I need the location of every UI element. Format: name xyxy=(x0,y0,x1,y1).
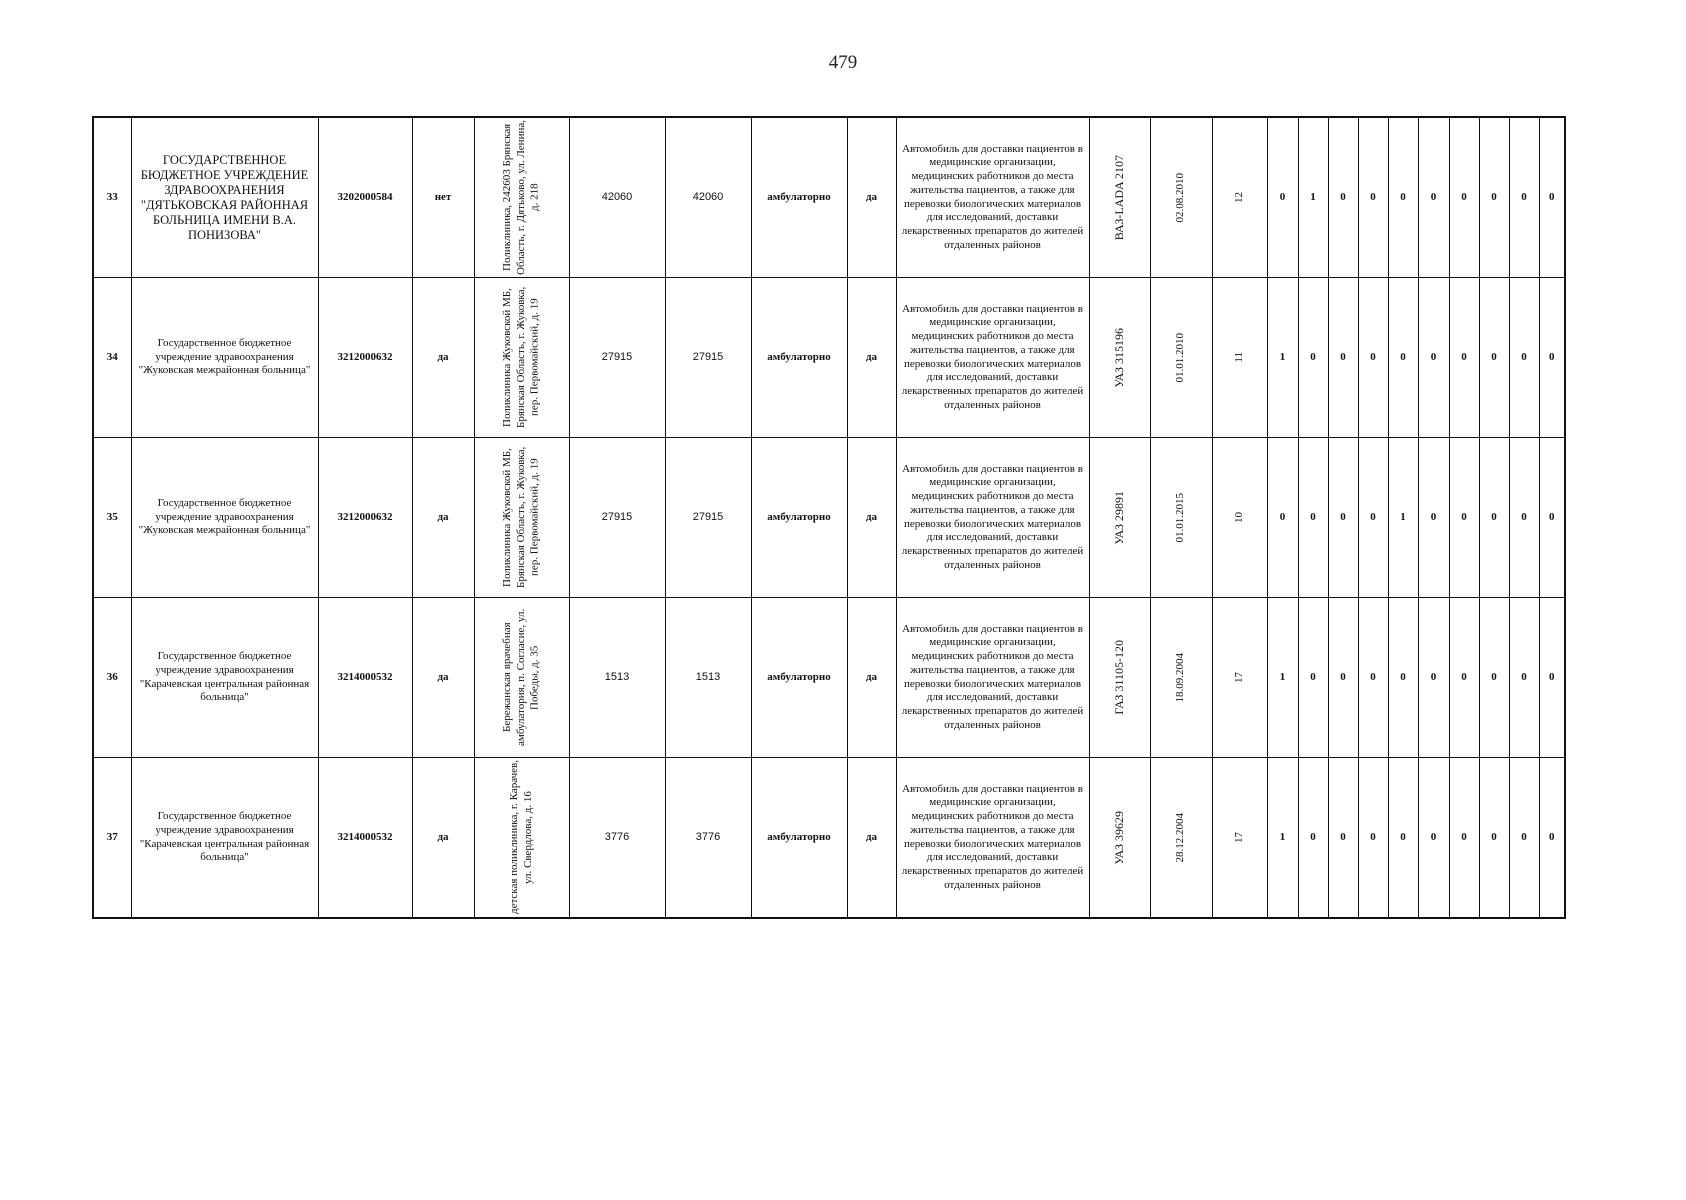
address-cell xyxy=(474,598,569,758)
indicator-cell: 1 xyxy=(1267,598,1298,758)
indicator-cell: 0 xyxy=(1328,117,1358,278)
indicator-cell: 0 xyxy=(1328,598,1358,758)
indicator-cell: 0 xyxy=(1328,758,1358,919)
table-row xyxy=(93,598,1565,758)
population-cell: 27915 xyxy=(569,438,665,598)
vehicle-model-cell xyxy=(1089,278,1150,438)
inn-cell: 3214000532 xyxy=(318,598,412,758)
yes-cell: да xyxy=(847,598,896,758)
vehicle-age-text: 10 xyxy=(1232,512,1245,523)
vehicle-age-cell xyxy=(1212,278,1267,438)
population-cell: 42060 xyxy=(569,117,665,278)
indicator-cell: 0 xyxy=(1539,438,1565,598)
table-row xyxy=(93,278,1565,438)
indicator-cell: 0 xyxy=(1509,278,1539,438)
indicator-cell: 0 xyxy=(1539,117,1565,278)
vehicle-model-cell xyxy=(1089,438,1150,598)
indicator-cell: 0 xyxy=(1298,278,1328,438)
indicator-cell: 0 xyxy=(1328,438,1358,598)
vehicle-model-cell xyxy=(1089,758,1150,919)
population-served-cell: 1513 xyxy=(665,598,751,758)
vehicle-registry-table xyxy=(92,116,1566,919)
indicator-cell: 0 xyxy=(1358,117,1388,278)
indicator-cell: 0 xyxy=(1449,598,1479,758)
indicator-cell: 0 xyxy=(1418,278,1449,438)
indicator-cell: 0 xyxy=(1298,438,1328,598)
vehicle-model-text: УАЗ 39629 xyxy=(1112,810,1126,865)
row-number: 34 xyxy=(93,278,131,438)
indicator-cell: 0 xyxy=(1418,117,1449,278)
vehicle-age-text: 17 xyxy=(1232,832,1245,843)
indicator-cell: 0 xyxy=(1388,598,1418,758)
indicator-cell: 0 xyxy=(1328,278,1358,438)
row-number: 33 xyxy=(93,117,131,278)
flag-cell: нет xyxy=(412,117,474,278)
inn-cell: 3212000632 xyxy=(318,438,412,598)
purpose-cell: Автомобиль для доставки пациентов в медицинские организации, медицинских работников до места жительства пациентов, а также для перевозки биологических материалов для исследований, доставки лекарственных препаратов до жителей отдаленных районов xyxy=(896,758,1089,919)
vehicle-model-text: УАЗ 29891 xyxy=(1112,490,1126,545)
address-cell xyxy=(474,278,569,438)
population-served-cell: 27915 xyxy=(665,278,751,438)
purpose-cell: Автомобиль для доставки пациентов в медицинские организации, медицинских работников до места жительства пациентов, а также для перевозки биологических материалов для исследований, доставки лекарственных препаратов до жителей отдаленных районов xyxy=(896,117,1089,278)
address-cell xyxy=(474,117,569,278)
registration-date-text: 18.09.2004 xyxy=(1174,652,1187,703)
registration-date-cell xyxy=(1150,278,1212,438)
registration-date-text: 01.01.2015 xyxy=(1174,492,1187,543)
indicator-cell: 0 xyxy=(1509,117,1539,278)
indicator-cell: 0 xyxy=(1388,278,1418,438)
address-text: детская поликлиника, г. Карачев, ул. Свердлова, д. 16 xyxy=(507,760,534,915)
vehicle-age-cell xyxy=(1212,117,1267,278)
indicator-cell: 0 xyxy=(1358,438,1388,598)
indicator-cell: 0 xyxy=(1479,598,1509,758)
registration-date-text: 28.12.2004 xyxy=(1174,812,1187,863)
organization-name: Государственное бюджетное учреждение здравоохранения "Карачевская центральная районная больница" xyxy=(131,598,318,758)
care-type-cell: амбулаторно xyxy=(751,117,847,278)
indicator-cell: 0 xyxy=(1479,278,1509,438)
yes-cell: да xyxy=(847,758,896,919)
row-number: 37 xyxy=(93,758,131,919)
indicator-cell: 0 xyxy=(1358,598,1388,758)
address-text: Бережанская врачебная амбулатория, п. Согласие, ул. Победы, д. 35 xyxy=(500,608,541,747)
indicator-cell: 0 xyxy=(1539,278,1565,438)
indicator-cell: 0 xyxy=(1509,758,1539,919)
organization-name: Государственное бюджетное учреждение здравоохранения "Жуковская межрайонная больница" xyxy=(131,278,318,438)
registration-date-cell xyxy=(1150,438,1212,598)
row-number: 36 xyxy=(93,598,131,758)
indicator-cell: 0 xyxy=(1479,758,1509,919)
address-text: Поликлиника, 242603 Брянская Область, г. Дятьково, ул. Ленина, д. 218 xyxy=(500,120,541,275)
indicator-cell: 0 xyxy=(1418,758,1449,919)
indicator-cell: 0 xyxy=(1388,117,1418,278)
yes-cell: да xyxy=(847,438,896,598)
indicator-cell: 0 xyxy=(1509,598,1539,758)
population-served-cell: 42060 xyxy=(665,117,751,278)
flag-cell: да xyxy=(412,438,474,598)
inn-cell: 3202000584 xyxy=(318,117,412,278)
indicator-cell: 0 xyxy=(1449,438,1479,598)
registration-date-cell xyxy=(1150,117,1212,278)
registration-date-text: 02.08.2010 xyxy=(1174,172,1187,223)
care-type-cell: амбулаторно xyxy=(751,438,847,598)
indicator-cell: 0 xyxy=(1388,758,1418,919)
purpose-cell: Автомобиль для доставки пациентов в медицинские организации, медицинских работников до места жительства пациентов, а также для перевозки биологических материалов для исследований, доставки лекарственных препаратов до жителей отдаленных районов xyxy=(896,278,1089,438)
care-type-cell: амбулаторно xyxy=(751,278,847,438)
row-number: 35 xyxy=(93,438,131,598)
population-served-cell: 3776 xyxy=(665,758,751,919)
address-text: Поликлиника Жуковской МБ, Брянская Область, г. Жуковка, пер. Первомайский, д. 19 xyxy=(500,286,541,429)
care-type-cell: амбулаторно xyxy=(751,598,847,758)
registration-date-cell xyxy=(1150,758,1212,919)
vehicle-model-cell xyxy=(1089,598,1150,758)
registration-date-text: 01.01.2010 xyxy=(1174,332,1187,383)
inn-cell: 3212000632 xyxy=(318,278,412,438)
indicator-cell: 0 xyxy=(1267,438,1298,598)
vehicle-model-text: ВАЗ-LADA 2107 xyxy=(1112,154,1126,241)
yes-cell: да xyxy=(847,278,896,438)
indicator-cell: 0 xyxy=(1298,598,1328,758)
population-cell: 3776 xyxy=(569,758,665,919)
indicator-cell: 0 xyxy=(1539,598,1565,758)
flag-cell: да xyxy=(412,278,474,438)
table-row xyxy=(93,758,1565,919)
organization-name: Государственное бюджетное учреждение здравоохранения "Карачевская центральная районная больница" xyxy=(131,758,318,919)
yes-cell: да xyxy=(847,117,896,278)
address-text: Поликлиника Жуковской МБ, Брянская Область, г. Жуковка, пер. Первомайский, д. 19 xyxy=(500,446,541,589)
vehicle-age-text: 17 xyxy=(1232,672,1245,683)
indicator-cell: 1 xyxy=(1267,278,1298,438)
indicator-cell: 0 xyxy=(1418,438,1449,598)
indicator-cell: 0 xyxy=(1449,117,1479,278)
vehicle-age-cell xyxy=(1212,598,1267,758)
indicator-cell: 0 xyxy=(1358,758,1388,919)
population-served-cell: 27915 xyxy=(665,438,751,598)
indicator-cell: 0 xyxy=(1479,117,1509,278)
indicator-cell: 0 xyxy=(1509,438,1539,598)
vehicle-age-cell xyxy=(1212,438,1267,598)
vehicle-model-cell xyxy=(1089,117,1150,278)
vehicle-age-text: 11 xyxy=(1232,352,1245,363)
indicator-cell: 1 xyxy=(1267,758,1298,919)
purpose-cell: Автомобиль для доставки пациентов в медицинские организации, медицинских работников до места жительства пациентов, а также для перевозки биологических материалов для исследований, доставки лекарственных препаратов до жителей отдаленных районов xyxy=(896,598,1089,758)
indicator-cell: 0 xyxy=(1298,758,1328,919)
indicator-cell: 0 xyxy=(1479,438,1509,598)
table-row xyxy=(93,438,1565,598)
registration-date-cell xyxy=(1150,598,1212,758)
organization-name: ГОСУДАРСТВЕННОЕ БЮДЖЕТНОЕ УЧРЕЖДЕНИЕ ЗДРАВООХРАНЕНИЯ "ДЯТЬКОВСКАЯ РАЙОННАЯ БОЛЬНИЦА ИМЕНИ В.А. ПОНИЗОВА" xyxy=(131,117,318,278)
vehicle-model-text: ГАЗ 31105-120 xyxy=(1112,640,1126,715)
inn-cell: 3214000532 xyxy=(318,758,412,919)
vehicle-age-text: 12 xyxy=(1232,192,1245,203)
indicator-cell: 0 xyxy=(1539,758,1565,919)
table-row xyxy=(93,117,1565,278)
indicator-cell: 0 xyxy=(1418,598,1449,758)
indicator-cell: 1 xyxy=(1298,117,1328,278)
indicator-cell: 1 xyxy=(1388,438,1418,598)
flag-cell: да xyxy=(412,598,474,758)
address-cell xyxy=(474,438,569,598)
purpose-cell: Автомобиль для доставки пациентов в медицинские организации, медицинских работников до места жительства пациентов, а также для перевозки биологических материалов для исследований, доставки лекарственных препаратов до жителей отдаленных районов xyxy=(896,438,1089,598)
vehicle-age-cell xyxy=(1212,758,1267,919)
page-number: 479 xyxy=(828,52,858,73)
organization-name: Государственное бюджетное учреждение здравоохранения "Жуковская межрайонная больница" xyxy=(131,438,318,598)
indicator-cell: 0 xyxy=(1358,278,1388,438)
indicator-cell: 0 xyxy=(1449,278,1479,438)
population-cell: 1513 xyxy=(569,598,665,758)
vehicle-model-text: УАЗ 315196 xyxy=(1112,327,1126,388)
population-cell: 27915 xyxy=(569,278,665,438)
indicator-cell: 0 xyxy=(1267,117,1298,278)
indicator-cell: 0 xyxy=(1449,758,1479,919)
care-type-cell: амбулаторно xyxy=(751,758,847,919)
address-cell xyxy=(474,758,569,919)
flag-cell: да xyxy=(412,758,474,919)
